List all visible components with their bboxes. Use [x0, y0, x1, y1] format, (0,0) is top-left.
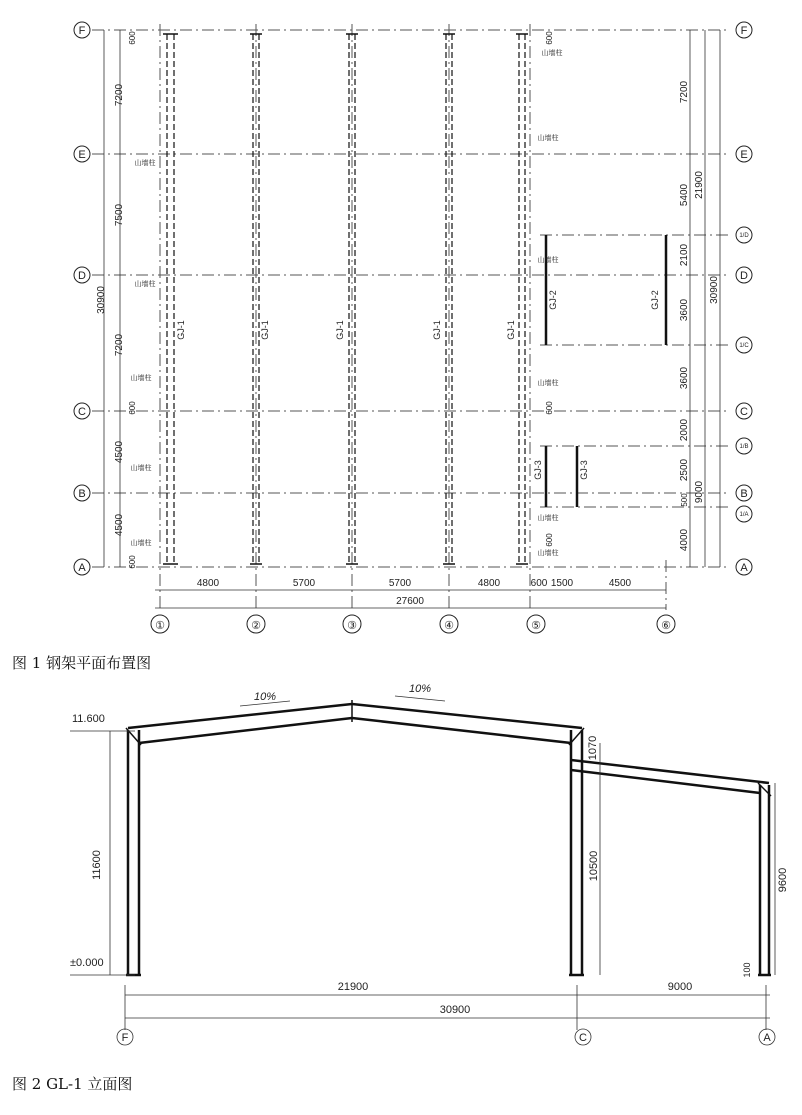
bottom-dim-2: 5700: [292, 578, 316, 589]
frame-label-gj2-b: GJ-2: [650, 290, 660, 310]
height-mid-a: 1070: [587, 735, 599, 761]
right-dim-3: 2100: [679, 243, 690, 267]
sub-axis-1b: 1/B: [739, 444, 749, 450]
left-total: 30900: [96, 286, 107, 314]
right-small-bottom: 600: [545, 533, 554, 547]
height-mid-b: 10500: [588, 850, 600, 882]
col-axis-3: ③: [347, 620, 357, 632]
elev-zero: ±0.000: [70, 957, 104, 969]
frame-label-gj3-b: GJ-3: [579, 460, 589, 480]
col-axis-4: ④: [444, 620, 454, 632]
row-axis-f-left: F: [78, 25, 86, 37]
row-axis-d-left: D: [78, 270, 86, 282]
sub-axis-1c: 1/C: [739, 343, 749, 349]
right-dim-2: 5400: [679, 183, 690, 207]
sub-axis-1a: 1/A: [739, 512, 749, 518]
row-axis-e-right: E: [740, 149, 748, 161]
bottom-total: 27600: [396, 596, 424, 607]
gable-col-label-1: 山墙柱: [134, 160, 156, 167]
height-right: 9600: [777, 867, 789, 893]
span-total: 30900: [439, 1004, 471, 1016]
bottom-dim-4: 4800: [477, 578, 501, 589]
left-dim-4: 4500: [114, 440, 125, 464]
gable-col-label-3: 山墙柱: [130, 375, 152, 382]
right-small-top: 600: [545, 31, 554, 45]
row-axis-a-right: A: [740, 562, 748, 574]
right-dim-4: 3600: [679, 298, 690, 322]
right-dim-8: 500: [680, 493, 689, 507]
frame-label-gj2-a: GJ-2: [548, 290, 558, 310]
row-axis-c-left: C: [78, 406, 86, 418]
frame-label-gj3-a: GJ-3: [533, 460, 543, 480]
left-dim-1: 7200: [114, 83, 125, 107]
figure1-caption: 图 1 钢架平面布置图: [12, 654, 152, 672]
gable-col-label-2: 山墙柱: [134, 281, 156, 288]
bottom-dim-3: 5700: [388, 578, 412, 589]
gable-col-label-5: 山墙柱: [130, 540, 152, 547]
elev-axis-f: F: [121, 1032, 129, 1044]
elev-top: 11.600: [72, 713, 105, 725]
gable-col-label-6: 山墙柱: [541, 50, 563, 57]
frame-label-gj1-a: GJ-1: [176, 320, 186, 340]
slope-left: 10%: [253, 691, 277, 703]
col-axis-1: ①: [155, 620, 165, 632]
sub-axis-1d: 1/D: [739, 233, 749, 239]
row-grid-lines: [92, 30, 730, 567]
span-a: 21900: [337, 981, 369, 993]
right-mid-1: 21900: [694, 171, 705, 199]
gable-col-label-8: 山墙柱: [537, 257, 559, 264]
right-total: 30900: [709, 276, 720, 304]
frame-label-gj1-d: GJ-1: [432, 320, 442, 340]
dimension-lines: [104, 30, 720, 608]
figure2-caption: 图 2 GL-1 立面图: [12, 1075, 133, 1093]
height-left: 11600: [91, 850, 103, 880]
row-axis-c-right: C: [740, 406, 748, 418]
col-axis-2: ②: [251, 620, 261, 632]
row-axis-b-left: B: [78, 488, 86, 500]
gable-col-label-4: 山墙柱: [130, 465, 152, 472]
gj2-gj3-members: [546, 235, 666, 507]
bottom-dim-6: 1500: [550, 578, 574, 589]
right-dim-7: 2500: [679, 458, 690, 482]
elev-axis-a: A: [763, 1032, 771, 1044]
frame-label-gj1-c: GJ-1: [335, 320, 345, 340]
col-axis-6: ⑥: [661, 620, 671, 632]
gable-col-label-10: 山墙柱: [537, 515, 559, 522]
right-dim-6: 2000: [679, 418, 690, 442]
left-small-mid: 600: [128, 401, 137, 415]
row-axis-e-left: E: [78, 149, 86, 161]
row-axis-d-right: D: [740, 270, 748, 282]
elev-axis-c: C: [579, 1032, 587, 1044]
row-axis-b-right: B: [740, 488, 748, 500]
bottom-dim-1: 4800: [196, 578, 220, 589]
left-small-bottom: 600: [128, 555, 137, 569]
left-dim-5: 4500: [114, 513, 125, 537]
span-b: 9000: [667, 981, 693, 993]
gable-col-label-7: 山墙柱: [537, 135, 559, 142]
steel-frames: [167, 34, 525, 564]
left-dim-3: 7200: [114, 333, 125, 357]
slope-right: 10%: [408, 683, 432, 695]
gl1-elevation: [126, 700, 771, 978]
row-axis-f-right: F: [740, 25, 748, 37]
right-mid-2: 9000: [694, 480, 705, 504]
frame-label-gj1-b: GJ-1: [260, 320, 270, 340]
gable-col-label-9: 山墙柱: [537, 380, 559, 387]
frame-label-gj1-e: GJ-1: [506, 320, 516, 340]
column-grid-lines: [160, 24, 666, 610]
bottom-dim-7: 4500: [608, 578, 632, 589]
bottom-dim-5: 600: [530, 578, 548, 589]
left-dim-2: 7500: [114, 203, 125, 227]
small-dim: 100: [742, 962, 752, 978]
left-small-top: 600: [128, 31, 137, 45]
col-axis-5: ⑤: [531, 620, 541, 632]
right-dim-5: 3600: [679, 366, 690, 390]
gable-col-label-11: 山墙柱: [537, 550, 559, 557]
frame-end-marks: [163, 34, 528, 564]
row-axis-a-left: A: [78, 562, 86, 574]
right-dim-9: 4000: [679, 528, 690, 552]
right-small-mid: 600: [545, 401, 554, 415]
right-dim-1: 7200: [679, 80, 690, 104]
